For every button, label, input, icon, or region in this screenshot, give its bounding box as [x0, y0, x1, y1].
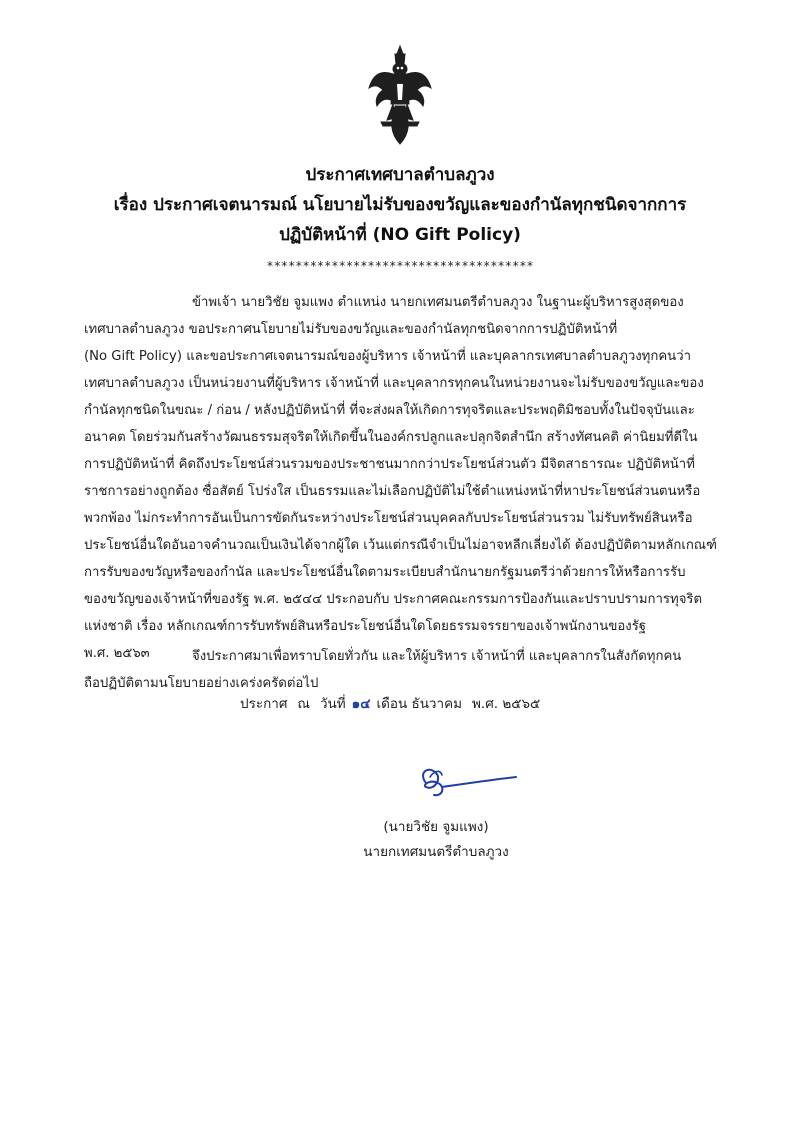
body-line: ข้าพเจ้า นายวิชัย จูมแพง ตำแหน่ง นายกเทศมนตรีตำบลภูวง ในฐานะผู้บริหารสูงสุดของ	[192, 295, 684, 310]
body-line: แห่งชาติ เรื่อง หลักเกณฑ์การรับทรัพย์สินหรือประโยชน์อื่นใดโดยธรรมจรรยาของเจ้าพนักงานของรัฐ	[84, 619, 647, 634]
date-month: เดือน ธันวาคม	[376, 696, 463, 712]
announcement-date	[240, 689, 540, 719]
garuda-emblem-icon	[367, 44, 433, 146]
body-line: เทศบาลตำบลภูวง ขอประกาศนโยบายไม่รับของขวัญและของกำนัลทุกชนิดจากการปฏิบัติหน้าที่	[84, 322, 618, 337]
announcement-subject: เรื่อง ประกาศเจตนารมณ์ นโยบายไม่รับของขวัญและของกำนัลทุกชนิดจากการ	[113, 195, 687, 215]
date-day-label: วันที่	[319, 696, 346, 712]
body-line: อนาคต โดยร่วมกันสร้างวัฒนธรรมสุจริตให้เกิดขึ้นในองค์กรปลูกและปลุกจิตสำนึก สร้างทัศนคติ ค่านิยมที่ดีใน	[84, 430, 698, 445]
date-year: พ.ศ. ๒๕๖๕	[472, 696, 541, 712]
body-line: (No Gift Policy) และขอประกาศเจตนารมณ์ของผู้บริหาร เจ้าหน้าที่ และบุคลากรเทศบาลตำบลภูวงทุกคนว่า	[84, 349, 692, 364]
body-line: ประโยชน์อื่นใดอันอาจคำนวณเป็นเงินได้จากผู้ใด เว้นแต่กรณีจำเป็นไม่อาจหลีกเลี่ยงได้ ต้องปฏิบัติตามหลักเกณฑ์	[84, 538, 717, 553]
announcement-subject-continued: ปฏิบัติหน้าที่ (NO Gift Policy)	[279, 225, 521, 245]
body-line: จึงประกาศมาเพื่อทราบโดยทั่วกัน และให้ผู้บริหาร เจ้าหน้าที่ และบุคลากรในสังกัดทุกคน	[192, 649, 682, 664]
body-paragraph-1	[84, 289, 736, 667]
handwritten-signature	[412, 757, 522, 807]
signer-name: (นายวิชัย จูมแพง)	[383, 819, 489, 835]
separator-line: *************************************	[266, 259, 534, 273]
date-at: ณ	[297, 696, 310, 712]
announcement-title: ประกาศเทศบาลตำบลภูวง	[305, 165, 495, 185]
body-line: ของขวัญของเจ้าหน้าที่ของรัฐ พ.ศ. ๒๕๔๔ ประกอบกับ ประกาศคณะกรรมการป้องกันและปราบปรามการทุจริต	[84, 592, 703, 607]
body-line: ถือปฏิบัติตามนโยบายอย่างเคร่งครัดต่อไป	[84, 676, 319, 691]
body-line: การปฏิบัติหน้าที่ คิดถึงประโยชน์ส่วนรวมของประชาชนมากกว่าประโยชน์ส่วนตัว มีจิตสาธารณะ ปฏิบัติหน้าที่	[84, 457, 695, 472]
date-day-value: ๑๔	[351, 696, 371, 712]
body-line: พวกพ้อง ไม่กระทำการอันเป็นการขัดกันระหว่างประโยชน์ส่วนบุคคลกับประโยชน์ส่วนรวม ไม่รับทรัพย์สินหรือ	[84, 511, 693, 526]
body-line: เทศบาลตำบลภูวง เป็นหน่วยงานที่ผู้บริหาร เจ้าหน้าที่ และบุคลากรทุกคนในหน่วยงานจะไม่รับของขวัญและของ	[84, 376, 704, 391]
body-line: กำนัลทุกชนิดในขณะ / ก่อน / หลังปฏิบัติหน้าที่ ที่จะส่งผลให้เกิดการทุจริตและประพฤติมิชอบทั้งในปัจจุบันและ	[84, 403, 695, 418]
body-line: พ.ศ. ๒๕๖๓	[84, 646, 150, 661]
date-prefix: ประกาศ	[240, 696, 288, 712]
signer-position: นายกเทศมนตรีตำบลภูวง	[363, 844, 509, 860]
body-line: การรับของขวัญหรือของกำนัล และประโยชน์อื่นใดตามระเบียบสำนักนายกรัฐมนตรีว่าด้วยการให้หรือการรับ	[84, 565, 686, 580]
body-line: ราชการอย่างถูกต้อง ซื่อสัตย์ โปร่งใส เป็นธรรมและไม่เลือกปฏิบัติไม่ใช้ตำแหน่งหน้าที่หาประโยชน์ส่วนตนหรือ	[84, 484, 701, 499]
